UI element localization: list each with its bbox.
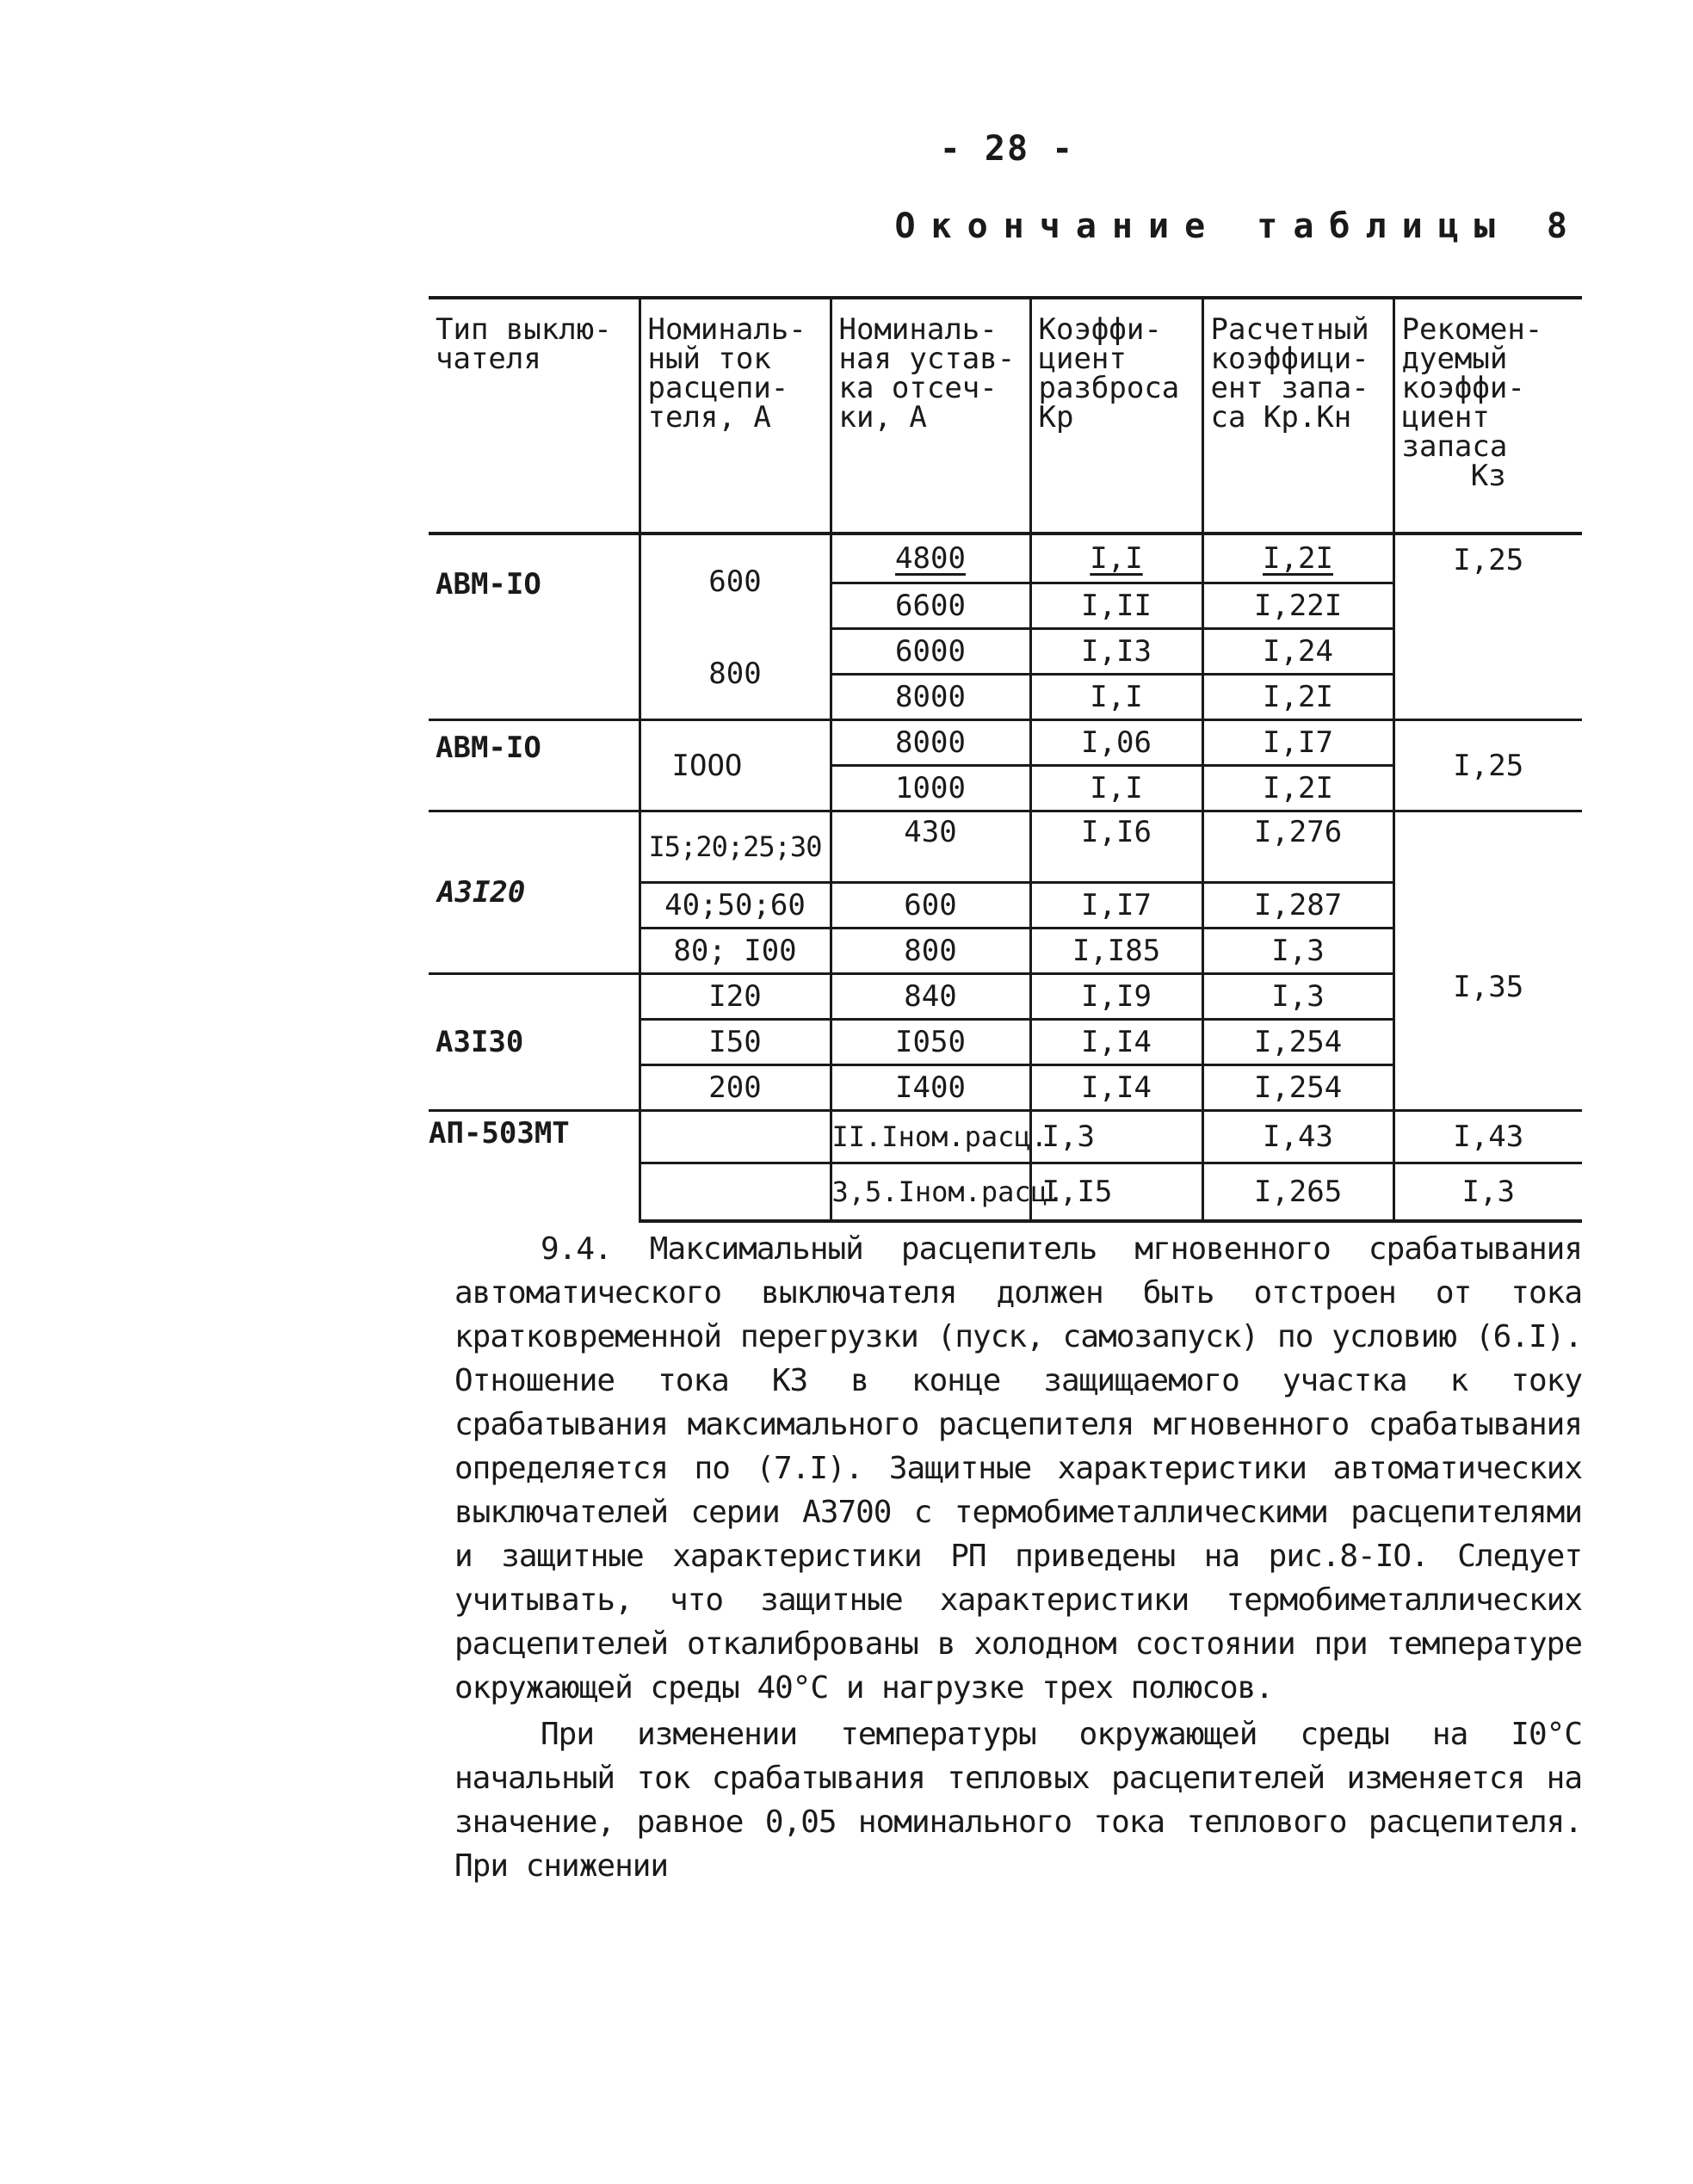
cell-kr: I,I5 <box>1030 1163 1202 1222</box>
header-recommended-coef: Рекомен- дуемый коэффи- циент запаса Кз <box>1393 298 1582 534</box>
cell-krkn: I,2I <box>1202 675 1393 720</box>
cell-cutoff: I400 <box>831 1065 1030 1111</box>
cell-kz: I,25 <box>1393 534 1582 720</box>
cell-kr: I,II <box>1030 583 1202 629</box>
cell-current: 80; I00 <box>640 929 831 974</box>
cell-kr: I,06 <box>1030 720 1202 766</box>
cell-current <box>640 1111 831 1163</box>
header-spread-coef: Коэффи- циент разброса Кр <box>1030 298 1202 534</box>
cell-type: АВМ-IO <box>429 720 640 811</box>
cell-kr: I,I <box>1030 534 1202 583</box>
cell-cutoff: I050 <box>831 1020 1030 1065</box>
cell-cutoff: 600 <box>831 883 1030 929</box>
cell-krkn: I,254 <box>1202 1065 1393 1111</box>
cell-krkn: I,265 <box>1202 1163 1393 1222</box>
cell-krkn: I,22I <box>1202 583 1393 629</box>
cell-cutoff: II.Iном.расц. <box>831 1111 1030 1163</box>
cell-current: I20 <box>640 974 831 1020</box>
table-row <box>429 720 1582 766</box>
cell-cutoff: 840 <box>831 974 1030 1020</box>
cell-current: I50 <box>640 1020 831 1065</box>
header-calc-coef: Расчетный коэффици- ент запа- са Кр.Кн <box>1202 298 1393 534</box>
cell-krkn: I,I7 <box>1202 720 1393 766</box>
cell-kr: I,I <box>1030 766 1202 811</box>
page-number: - 28 - <box>939 129 1075 169</box>
cell-krkn: I,276 <box>1202 811 1393 883</box>
cell-cutoff: 6600 <box>831 583 1030 629</box>
cell-cutoff: 800 <box>831 929 1030 974</box>
cell-kr: I,I85 <box>1030 929 1202 974</box>
header-breaker-type: Тип выклю- чателя <box>429 298 640 534</box>
cell-kz: I,35 <box>1393 811 1582 1111</box>
cell-current: 800 <box>640 629 831 720</box>
paragraph-9-4: 9.4. Максимальный расцепитель мгновенного срабатывания автоматического выключателя должен быть отстроен от тока кратковременной перегрузки (пуск, самозапуск) по условию (6.I). Отношение тока КЗ в конце защищаемого участка к току срабатывания максимального расцепителя мгновенного срабатывания определяется по (7.I). Защитные характеристики автоматических выключателей серии А3700 с термобиметаллическими расцепителями и защитные характеристики РП приведены на рис.8-IO. Следует учитывать, что защитные характеристики термобиметаллических расцепителей откалиброваны в холодном состоянии при температуре окружающей среды 40°С и нагрузке трех полюсов. <box>454 1231 1582 1706</box>
cell-cutoff: 430 <box>831 811 1030 883</box>
cell-cutoff: 8000 <box>831 720 1030 766</box>
cell-cutoff: 6000 <box>831 629 1030 675</box>
cell-krkn: I,24 <box>1202 629 1393 675</box>
cell-krkn: I,254 <box>1202 1020 1393 1065</box>
cell-type: А3I30 <box>429 974 640 1111</box>
cell-current: I5;20;25;30 <box>640 811 831 883</box>
cell-kr: I,I7 <box>1030 883 1202 929</box>
cell-kz: I,3 <box>1393 1163 1582 1222</box>
cell-kr: I,3 <box>1030 1111 1202 1163</box>
breaker-table <box>429 296 1582 1223</box>
cell-kr: I,I4 <box>1030 1020 1202 1065</box>
table-title: Окончание таблицы 8 <box>894 207 1583 246</box>
cell-kz: I,25 <box>1393 720 1582 811</box>
cell-current: IOOO <box>640 720 831 811</box>
cell-current <box>640 1163 831 1222</box>
cell-current: 600 <box>640 534 831 629</box>
cell-krkn: I,2I <box>1202 534 1393 583</box>
cell-cutoff: 8000 <box>831 675 1030 720</box>
cell-cutoff: 3,5.Iном.расц. <box>831 1163 1030 1222</box>
table-row <box>429 1111 1582 1163</box>
cell-cutoff: 4800 <box>831 534 1030 583</box>
cell-krkn: I,3 <box>1202 974 1393 1020</box>
cell-current: 40;50;60 <box>640 883 831 929</box>
table-row <box>429 811 1582 883</box>
cell-kz: I,43 <box>1393 1111 1582 1163</box>
cell-type: А3I20 <box>429 811 640 974</box>
cell-cutoff: 1000 <box>831 766 1030 811</box>
cell-kr: I,I9 <box>1030 974 1202 1020</box>
cell-kr: I,I4 <box>1030 1065 1202 1111</box>
table-header-row <box>429 298 1582 534</box>
header-cutoff-setting: Номиналь- ная устав- ка отсеч- ки, А <box>831 298 1030 534</box>
cell-kr: I,I3 <box>1030 629 1202 675</box>
cell-kr: I,I <box>1030 675 1202 720</box>
header-rated-current: Номиналь- ный ток расцепи- теля, А <box>640 298 831 534</box>
paragraph-temperature: При изменении температуры окружающей среды на I0°С начальный ток срабатывания тепловых расцепителей изменяется на значение, равное 0,05 номинального тока теплового расцепителя. При снижении <box>454 1717 1582 1884</box>
cell-krkn: I,2I <box>1202 766 1393 811</box>
cell-krkn: I,287 <box>1202 883 1393 929</box>
cell-kr: I,I6 <box>1030 811 1202 883</box>
cell-current: 200 <box>640 1065 831 1111</box>
table-row <box>429 534 1582 583</box>
cell-krkn: I,43 <box>1202 1111 1393 1163</box>
cell-type: АП-50ЗМТ <box>429 1111 640 1222</box>
cell-type: АВМ-IO <box>429 534 640 720</box>
cell-krkn: I,3 <box>1202 929 1393 974</box>
